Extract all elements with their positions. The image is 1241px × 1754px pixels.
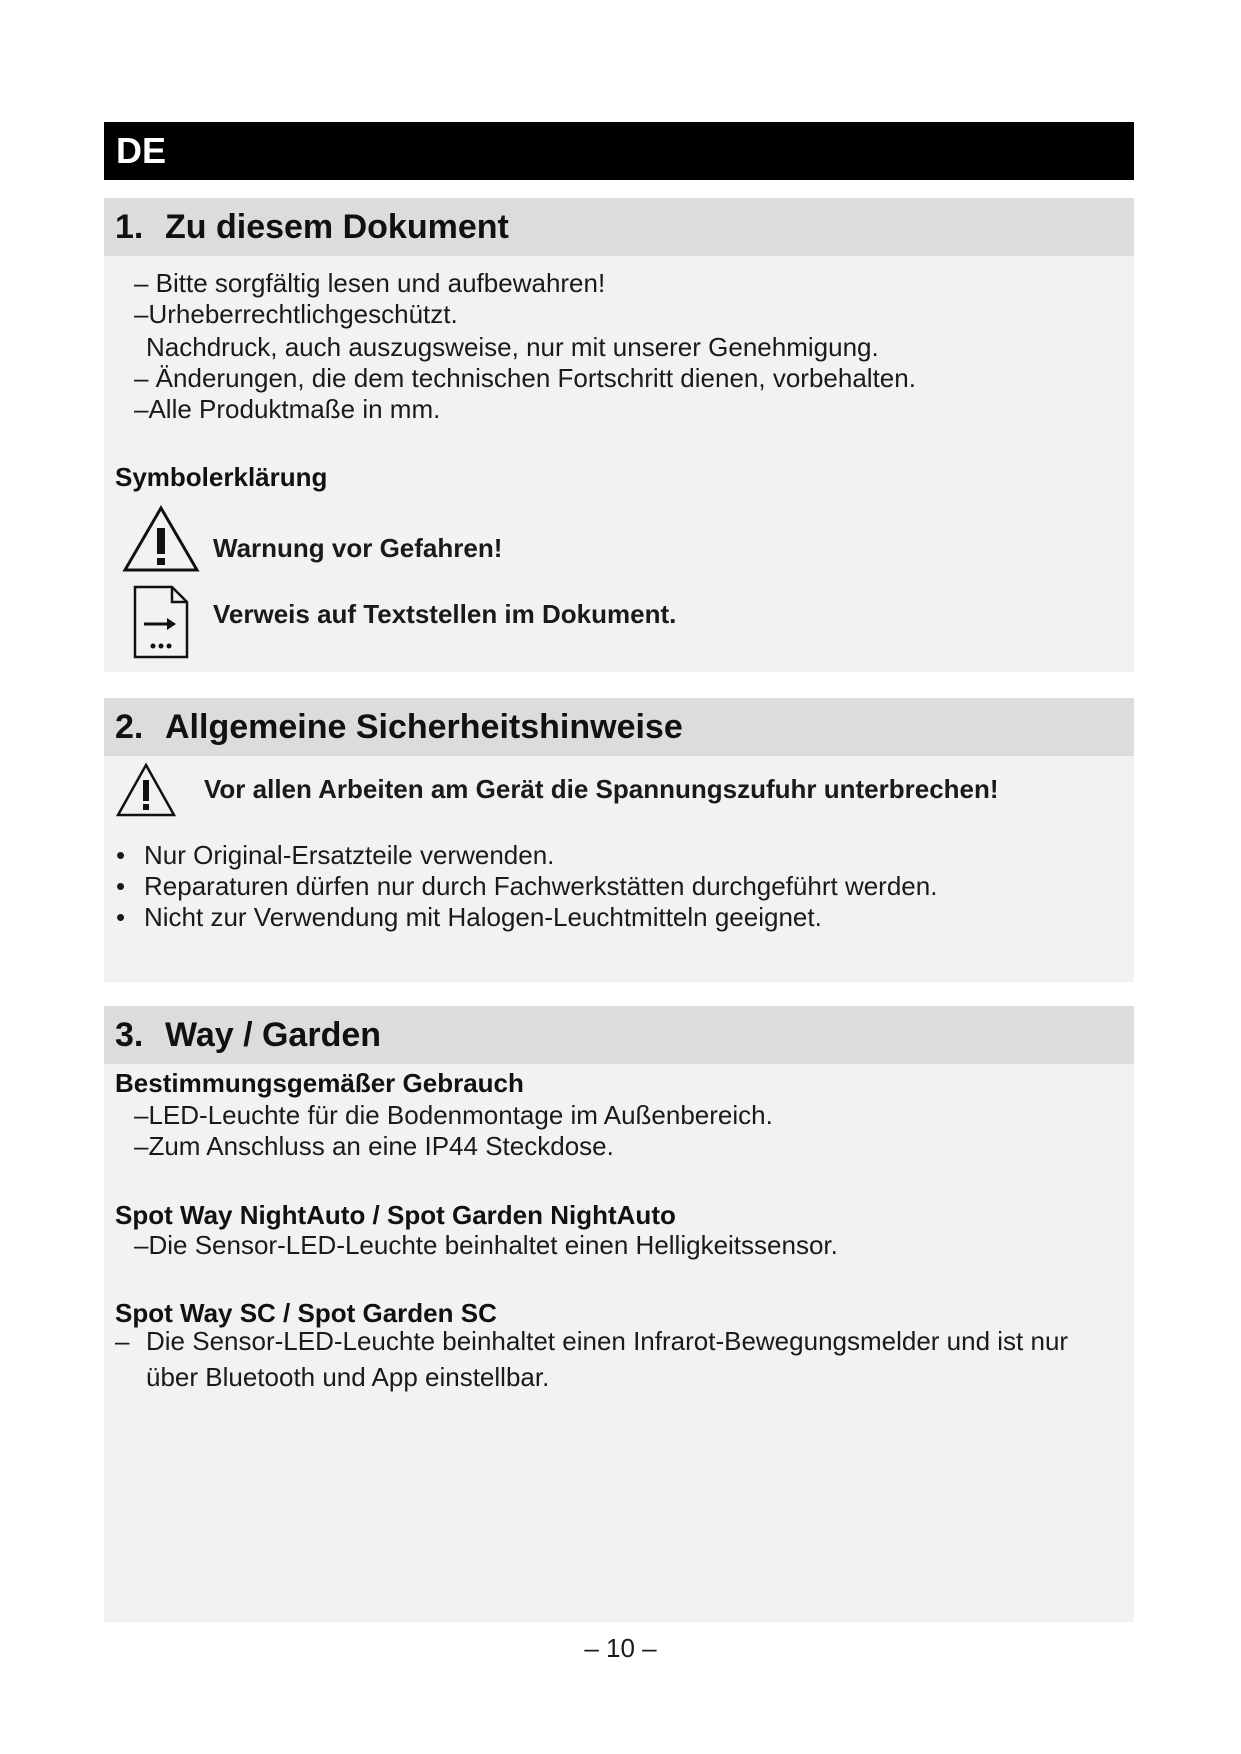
section-title: Way / Garden bbox=[165, 1016, 382, 1054]
section-document bbox=[104, 198, 1134, 672]
section-header bbox=[104, 698, 1134, 756]
list-item: • Nur Original-Ersatzteile verwenden. bbox=[144, 840, 554, 870]
sc-heading: Spot Way SC / Spot Garden SC bbox=[115, 1298, 497, 1328]
symbol-warning-label: Warnung vor Gefahren! bbox=[213, 533, 503, 563]
section-header bbox=[104, 1006, 1134, 1064]
section-safety bbox=[104, 698, 1134, 982]
safety-warning: Vor allen Arbeiten am Gerät die Spannungszufuhr unterbrechen! bbox=[204, 774, 999, 804]
warning-triangle-icon bbox=[115, 762, 177, 818]
use-heading: Bestimmungsgemäßer Gebrauch bbox=[115, 1068, 524, 1098]
section-number: 3. bbox=[115, 1016, 144, 1054]
symbols-heading: Symbolerklärung bbox=[115, 462, 328, 492]
warning-triangle-icon bbox=[122, 504, 200, 574]
section-header bbox=[104, 198, 1134, 256]
list-item: • Nicht zur Verwendung mit Halogen-Leuchtmitteln geeignet. bbox=[144, 902, 822, 932]
page-number: – 10 – bbox=[584, 1633, 657, 1663]
symbol-reference-label: Verweis auf Textstellen im Dokument. bbox=[213, 599, 677, 629]
list-item: • Reparaturen dürfen nur durch Fachwerkstätten durchgeführt werden. bbox=[144, 871, 937, 901]
text-line: über Bluetooth und App einstellbar. bbox=[146, 1362, 550, 1392]
text-line: – Bitte sorgfältig lesen und aufbewahren! bbox=[134, 268, 606, 298]
text-line: – Änderungen, die dem technischen Fortschritt dienen, vorbehalten. bbox=[134, 363, 916, 393]
section-title: Zu diesem Dokument bbox=[165, 208, 509, 246]
text-line: –Alle Produktmaße in mm. bbox=[134, 394, 441, 424]
language-bar bbox=[104, 122, 1134, 180]
language-code: DE bbox=[116, 130, 167, 171]
text-line: –Die Sensor-LED-Leuchte beinhaltet einen Helligkeitssensor. bbox=[134, 1230, 838, 1260]
text-line: –Zum Anschluss an eine IP44 Steckdose. bbox=[134, 1131, 614, 1161]
text-line-dash: – bbox=[115, 1326, 130, 1356]
section-title: Allgemeine Sicherheitshinweise bbox=[165, 708, 683, 746]
text-line: Nachdruck, auch auszugsweise, nur mit unserer Genehmigung. bbox=[146, 332, 879, 362]
nightauto-heading: Spot Way NightAuto / Spot Garden NightAuto bbox=[115, 1200, 676, 1230]
text-line: Die Sensor-LED-Leuchte beinhaltet einen Infrarot-Bewegungsmelder und ist nur bbox=[146, 1326, 1069, 1356]
text-line: –LED-Leuchte für die Bodenmontage im Außenbereich. bbox=[134, 1100, 773, 1130]
section-number: 2. bbox=[115, 708, 144, 746]
section-way-garden bbox=[104, 1006, 1134, 1622]
document-reference-icon bbox=[132, 584, 190, 660]
section-number: 1. bbox=[115, 208, 144, 246]
text-line: –Urheberrechtlichgeschützt. bbox=[134, 299, 458, 329]
